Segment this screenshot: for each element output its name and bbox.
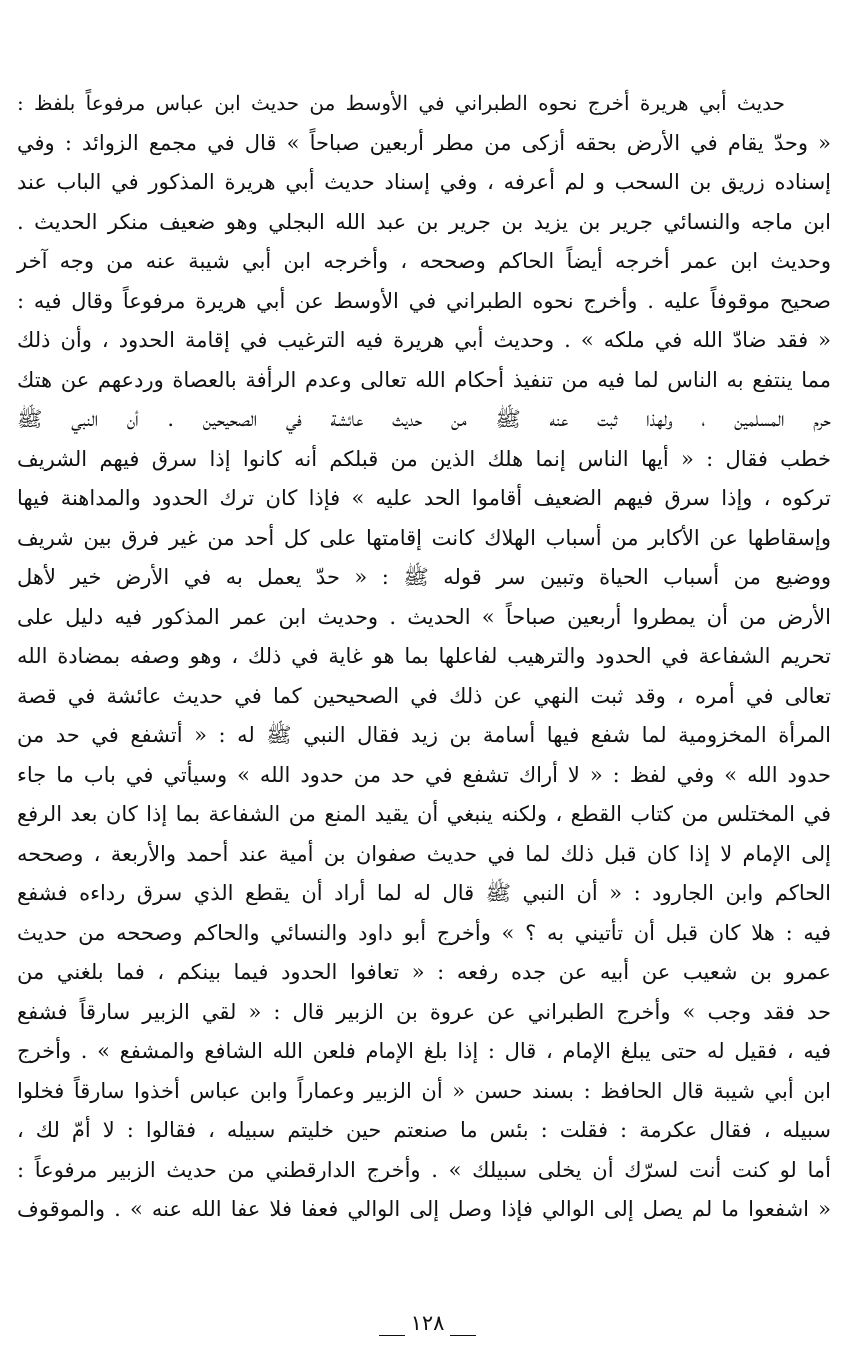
text-line: حرم المسلمين ، ولهذا ثبت عنه ﷺ من حديث عائشة في الصحيحين . أن النبي ﷺ (17, 407, 831, 431)
text-line: ابن أبي شيبة قال الحافظ : بسند حسن « أن الزبير وعماراً وابن عباس أخذوا سارقاً فخلوا (17, 1078, 831, 1103)
page-number: ١٢٨ (410, 1311, 445, 1335)
page-number-dash-left (379, 1335, 405, 1336)
text-line: وحديث ابن عمر أخرجه أيضاً الحاكم وصححه ، وأخرجه ابن أبي شيبة عنه من وجه آخر (17, 249, 831, 273)
text-line: صحيح موقوفاً عليه . وأخرج نحوه الطبراني في الأوسط عن أبي هريرة مرفوعاً وقال فيه : (17, 288, 831, 313)
text-line: مما ينتفع به الناس لما فيه من تنفيذ أحكام الله تعالى وعدم الرأفة بالعصاة وردعهم عن هتك (17, 367, 831, 392)
text-line: المرأة المخزومية لما شفع فيها أسامة بن زيد فقال النبي ﷺ له : « أتشفع في حد من (17, 723, 831, 747)
text-line: وإسقاطها عن الأكابر من أسباب الهلاك كانت إقامتها على كل أحد من غير فرق بين شريف (17, 525, 831, 550)
text-line: حد فقد وجب » وأخرج الطبراني عن عروة بن الزبير قال : « لقي الزبير سارقاً فشفع (17, 999, 831, 1024)
text-line: « فقد ضادّ الله في ملكه » . وحديث أبي هريرة فيه الترغيب في إقامة الحدود ، وأن ذلك (17, 328, 832, 352)
text-line: تحريم الشفاعة في الحدود والترهيب لفاعلها بما هو غاية في ذلك ، وهو وصفه بمضادة الله (17, 644, 831, 668)
text-line: خطب فقال : « أيها الناس إنما هلك الذين من قبلكم أنه كانوا إذا سرق فيهم الشريف (17, 446, 831, 471)
text-line: « اشفعوا ما لم يصل إلى الوالي فإذا وصل إلى الوالي فعفا فلا عفا الله عنه » . والموقوف (17, 1197, 831, 1221)
text-line: في المختلس من كتاب القطع ، ولكنه ينبغي أن يقيد المنع من الشفاعة بما إذا كان بعد الرفع (17, 802, 831, 826)
text-line: تركوه ، وإذا سرق فيهم الضعيف أقاموا الحد عليه » فإذا كان ترك الحدود والمداهنة فيها (17, 486, 831, 510)
text-line: إسناده زريق بن السحب و لم أعرفه ، وفي إسناد حديث أبي هريرة المذكور في الباب عند (17, 170, 831, 194)
text-line: حدود الله » وفي لفظ : « لا أراك تشفع في حد من حدود الله » وسيأتي في باب ما جاء (17, 762, 831, 787)
text-line: ووضيع من أسباب الحياة وتبين سر قوله ﷺ : « حدّ يعمل به في الأرض خير لأهل (17, 565, 831, 589)
text-line: تعالى في أمره ، وقد ثبت النهي عن ذلك في الصحيحين كما في حديث عائشة في قصة (17, 683, 831, 708)
body-text (17, 84, 831, 1230)
text-line: سبيله ، فقال عكرمة : فقلت : بئس ما صنعتم حين خليتم سبيله ، فقالوا : لا أمّ لك ، (17, 1118, 831, 1142)
text-line: « وحدّ يقام في الأرض بحقه أزكى من مطر أربعين صباحاً » قال في مجمع الزوائد : وفي (17, 130, 831, 155)
text-line: حديث أبي هريرة أخرج نحوه الطبراني في الأوسط من حديث ابن عباس مرفوعاً بلفظ : (17, 91, 785, 115)
text-line: عمرو بن شعيب عن أبيه عن جده رفعه : « تعافوا الحدود فيما بينكم ، فما بلغني من (17, 960, 831, 984)
text-line: فيه : هلا كان قبل أن تأتيني به ؟ » وأخرج أبو داود والنسائي والحاكم وصححه من حديث (17, 920, 831, 945)
text-line: الحاكم وابن الجارود : « أن النبي ﷺ قال له لما أراد أن يقطع الذي سرق رداءه فشفع (17, 881, 831, 905)
text-line: الأرض من أن يمطروا أربعين صباحاً » الحديث . وحديث ابن عمر المذكور فيه دليل على (17, 604, 831, 629)
page-number-dash-right (450, 1335, 476, 1336)
text-line: فيه ، فقيل له حتى يبلغ الإمام ، قال : إذا بلغ الإمام فلعن الله الشافع والمشفع » . وأخرج (17, 1039, 831, 1063)
text-line: أما لو كنت أنت لسرّك أن يخلى سبيلك » . وأخرج الدارقطني من حديث الزبير مرفوعاً : (17, 1157, 831, 1182)
page-number-footer (0, 1308, 855, 1338)
text-line: إلى الإمام لا إذا كان قبل ذلك لما في حديث صفوان بن أمية عند أحمد والأربعة ، وصححه (17, 841, 831, 866)
text-line: ابن ماجه والنسائي جرير بن يزيد بن جرير بن عبد الله البجلي وهو ضعيف منكر الحديث . (17, 209, 831, 234)
